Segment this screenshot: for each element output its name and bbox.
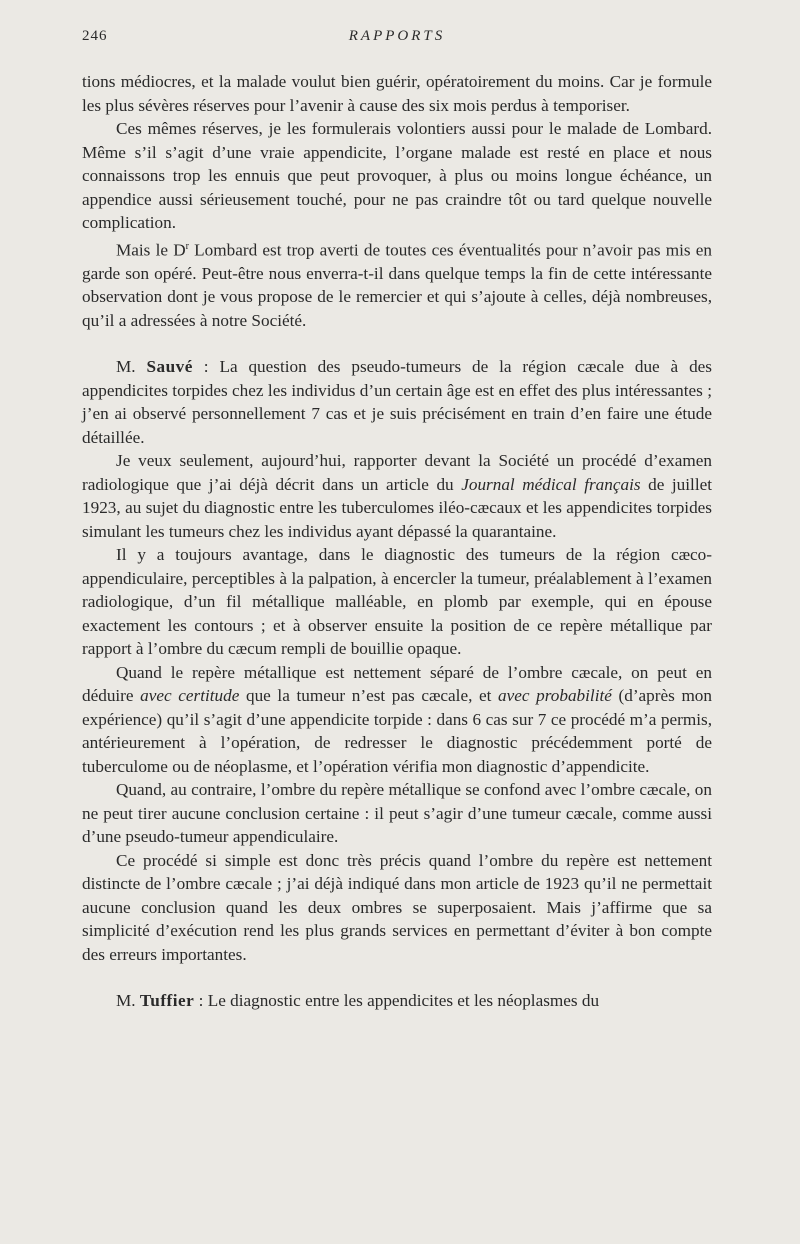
paragraph-7-part-b: que la tumeur n’est pas cæcale, et	[239, 686, 499, 706]
tuffier-text: : Le diagnostic entre les appendicites et les néoplasmes du	[194, 991, 600, 1011]
doctor-superscript: r	[185, 240, 189, 252]
speaker-tuffier: Tuffier	[139, 991, 195, 1011]
journal-title: Journal médical français	[461, 474, 641, 494]
emphasis-certitude: avec certitude	[140, 686, 240, 706]
page-body	[82, 70, 712, 1013]
sauve-text: : La question des pseudo-tumeurs de la région cæcale due à des appendicites torpides chez les individus d’un certain âge est en effet des plus intéressantes ; j’en ai observé personnellement 7 cas et je suis précisément en train d’en faire une étude détaillée.	[82, 357, 712, 447]
paragraph-7-part-c: (d’après mon expérience) qu’il s’agit d’une appendicite torpide : dans 6 cas sur 7 ce procédé m’a permis, antérieurement à l’opération, de redresser le diagnostic précédemment porté de tuberculome ou de néoplasme, et l’opération vérifia mon diagnostic d’appendicite.	[82, 686, 712, 776]
paragraph-tuffier	[82, 989, 712, 1013]
emphasis-probabilite: avec probabilité	[498, 686, 612, 706]
running-title: RAPPORTS	[348, 28, 446, 44]
speaker-sauve: Sauvé	[146, 357, 193, 377]
paragraph-2: Ces mêmes réserves, je les formulerais volontiers aussi pour le malade de Lombard. Même s’il s’agit d’une vraie appendicite, l’organe malade est resté en place et nous connaissons trop les ennuis que peut provoquer, à plus ou moins longue échéance, un appendice aussi sérieusement touché, pour ne pas craindre tôt ou tard quelque nouvelle complication.	[82, 119, 712, 232]
paragraph-5-part-a: Je veux seulement, aujourd’hui, rapporter devant la Société un procédé d’examen radiologique que j’ai déjà décrit dans un article du	[82, 451, 712, 494]
page-number: 246	[82, 28, 108, 44]
paragraph-3-part-a: Mais le D	[116, 240, 186, 260]
paragraph-5	[82, 449, 712, 543]
paragraph-3-part-b: Lombard est trop averti de toutes ces éventualités pour n’avoir pas mis en garde son opéré. Peut-être nous enverra-t-il dans quelque temps la fin de cette intéressante observation dont je vous propose de le remercier et qui s’ajoute à celles, déjà nombreuses, qu’il a adressées à notre Société.	[82, 240, 712, 330]
paragraph-7-part-a: Quand le repère métallique est nettement séparé de l’ombre cæcale, on peut en déduire	[82, 662, 712, 706]
paragraph-3	[82, 235, 712, 333]
paragraph-1: tions médiocres, et la malade voulut bien guérir, opératoirement du moins. Car je formule les plus sévères réserves pour l’avenir à cause des six mois perdus à temporiser.	[82, 72, 712, 115]
paragraph-5-part-b: de juillet 1923, au sujet du diagnostic entre les tuberculomes iléo-cæcaux et les appendicites torpides simulant les tumeurs chez les individus ayant dépassé la quarantaine.	[82, 474, 713, 541]
speaker-prefix: M.	[116, 991, 140, 1011]
paragraph-sauve	[82, 355, 712, 449]
paragraph-9: Ce procédé si simple est donc très précis quand l’ombre du repère est nettement distincte de l’ombre cæcale ; j’ai déjà indiqué dans mon article de 1923 qu’il ne permettait aucune conclusion quand les deux ombres se superposaient. Mais j’affirme que sa simplicité d’exécution rend les plus grands services en permettant d’éviter à bon compte des erreurs importantes.	[82, 850, 712, 964]
speaker-prefix: M.	[116, 357, 147, 377]
paragraph-6: Il y a toujours avantage, dans le diagnostic des tumeurs de la région cæco-appendiculaire, perceptibles à la palpation, à encercler la tumeur, préalablement à l’examen radiologique, d’un fil métallique malléable, en plomb par exemple, qui en épouse exactement les contours ; et à observer ensuite la position de ce repère métallique par rapport à l’ombre du cæcum rempli de bouillie opaque.	[82, 545, 712, 659]
page-header	[82, 28, 712, 50]
paragraph-8: Quand, au contraire, l’ombre du repère métallique se confond avec l’ombre cæcale, on ne peut tirer aucune conclusion certaine : il peut s’agir d’une tumeur cæcale, comme aussi d’une pseudo-tumeur appendiculaire.	[82, 780, 712, 847]
paragraph-7	[82, 661, 712, 779]
